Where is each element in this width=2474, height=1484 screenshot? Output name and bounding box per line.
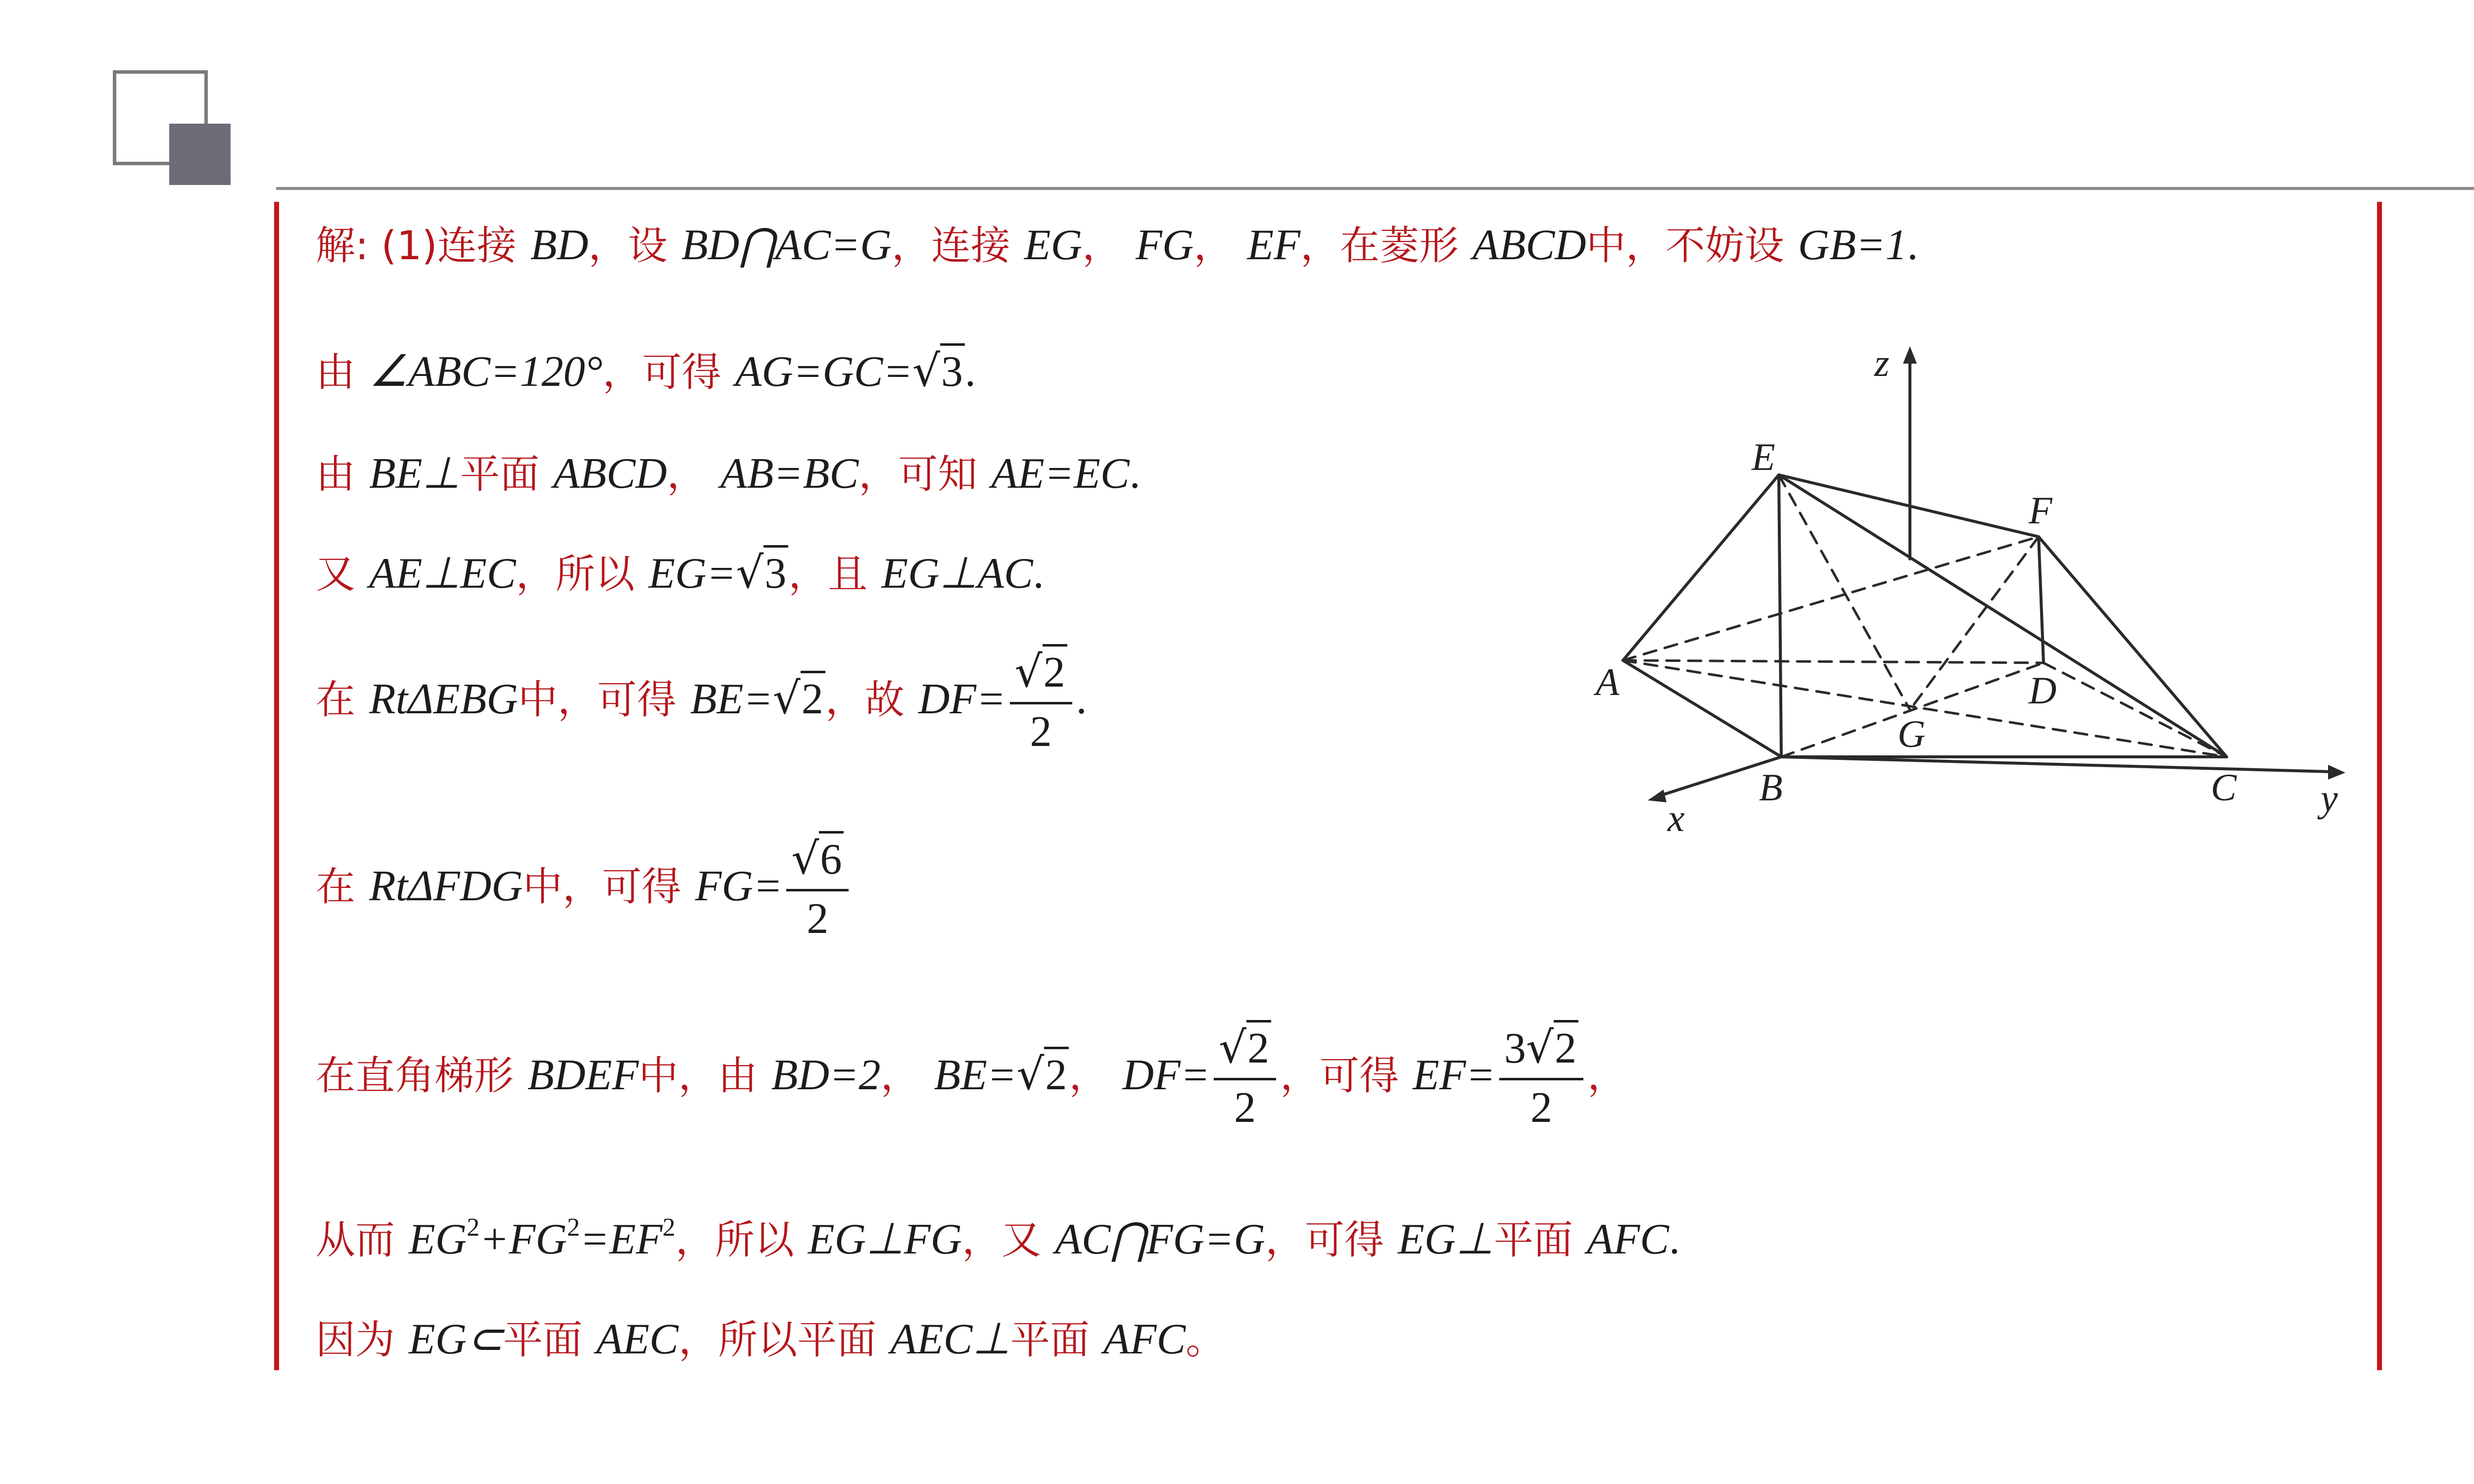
- math: DF=: [918, 675, 1006, 724]
- dashed-AD: [1623, 660, 2044, 663]
- x-axis-arrow: [1648, 789, 1666, 802]
- edge-AB: [1623, 660, 1781, 757]
- text: ，: [880, 1053, 920, 1099]
- math: BD=2: [771, 1051, 881, 1100]
- text: 平面: [1010, 1317, 1090, 1363]
- solution-line-4: [316, 547, 1044, 598]
- sqrt-arg: 2: [801, 671, 825, 723]
- text: 因为: [316, 1317, 395, 1363]
- label-D: D: [2029, 669, 2057, 712]
- math: DF=: [1122, 1051, 1210, 1100]
- text: ，连接: [891, 223, 1010, 269]
- text: ，所以平面: [678, 1317, 877, 1363]
- math: EG: [1024, 221, 1083, 269]
- text: .: [1129, 450, 1141, 498]
- edge-FD: [2039, 537, 2044, 663]
- label-E: E: [1752, 435, 1775, 478]
- text: 在直角梯形: [316, 1053, 514, 1099]
- text: ，可得: [1280, 1053, 1399, 1099]
- denominator: 2: [807, 894, 829, 943]
- text: 中，可得: [518, 677, 676, 723]
- math: EG: [408, 1215, 467, 1263]
- math: AEC⊥: [890, 1315, 1011, 1363]
- numerator: 2: [1246, 1020, 1271, 1072]
- math: AB=BC: [720, 450, 859, 498]
- text: .: [1907, 221, 1918, 269]
- text: ，可得: [602, 349, 721, 395]
- label-F: F: [2029, 489, 2052, 532]
- math: AE=EC: [991, 450, 1130, 498]
- text: 平面: [1493, 1217, 1573, 1263]
- math: AFC: [1103, 1315, 1186, 1363]
- text: ，所以: [516, 551, 635, 597]
- solution-line-1: [316, 223, 1918, 267]
- label-G: G: [1898, 712, 1926, 755]
- text: ，又: [962, 1217, 1042, 1263]
- text: ，: [666, 451, 707, 497]
- math: FG=: [695, 862, 783, 911]
- math: +FG: [479, 1215, 567, 1263]
- sqrt-arg: 3: [940, 343, 965, 396]
- text: 中，由: [638, 1053, 758, 1099]
- geometry-diagram: [1583, 336, 2375, 856]
- right-red-border: [2377, 202, 2382, 1370]
- text: 平面: [503, 1317, 583, 1363]
- text: .: [965, 348, 976, 396]
- text: 解: (1)连接: [316, 223, 517, 269]
- text: ，可知: [858, 451, 978, 497]
- sqrt: √3: [912, 349, 965, 394]
- fraction: $\frac{√6}{2}$: [786, 835, 849, 943]
- numerator: 2: [1554, 1020, 1578, 1072]
- sqrt: √3: [736, 551, 788, 596]
- text: .: [1033, 550, 1044, 598]
- numerator: 6: [819, 831, 844, 883]
- sqrt: √2: [773, 677, 825, 721]
- text: 由: [316, 349, 355, 395]
- math: ABCD: [1472, 221, 1586, 269]
- math: EG⊥: [1397, 1215, 1494, 1263]
- math: EF=: [1413, 1051, 1496, 1100]
- solution-line-5: [316, 648, 1087, 756]
- text: .: [1669, 1215, 1680, 1263]
- text: 又: [316, 551, 355, 597]
- label-y: y: [2321, 777, 2338, 820]
- solution-line-2: [316, 345, 976, 396]
- dashed-FG: [1910, 537, 2039, 710]
- solution-line-9: [316, 1317, 1225, 1361]
- solution-line-7: [316, 1024, 1627, 1132]
- coefficient: 3: [1504, 1024, 1526, 1072]
- solution-line-6: [316, 835, 853, 943]
- denominator: 2: [1530, 1083, 1553, 1132]
- math: EG⊂: [408, 1315, 504, 1363]
- math: BE=: [690, 675, 773, 724]
- text: ，: [1069, 1053, 1109, 1099]
- text: 。: [1186, 1317, 1226, 1363]
- math: AFC: [1586, 1215, 1669, 1263]
- math: EG⊥FG: [808, 1215, 962, 1263]
- header-rule: [276, 187, 2474, 190]
- math: AC⋂FG=G: [1055, 1215, 1265, 1263]
- text: ，且: [788, 551, 868, 597]
- sqrt-arg: 2: [1044, 1047, 1069, 1099]
- text: 从而: [316, 1217, 395, 1263]
- text: 在: [316, 677, 355, 723]
- text: ，故: [825, 677, 904, 723]
- math: EG⊥AC: [881, 550, 1033, 598]
- math: RtΔFDG: [369, 862, 523, 911]
- label-x: x: [1667, 796, 1685, 839]
- exponent: 2: [467, 1213, 480, 1242]
- math: ABCD: [553, 450, 667, 498]
- label-A: A: [1596, 660, 1619, 703]
- math: EF: [1247, 221, 1300, 269]
- text: 由: [316, 451, 355, 497]
- dashed-EG: [1779, 475, 1910, 710]
- math: EG=: [648, 550, 736, 598]
- math: BDEF: [527, 1051, 639, 1100]
- fraction: $\frac{3√2}{2}$: [1499, 1024, 1583, 1132]
- math: BE=: [934, 1051, 1017, 1100]
- label-z: z: [1874, 341, 1890, 384]
- text: ，: [1082, 223, 1122, 269]
- text: ，: [1193, 223, 1234, 269]
- text: 中，不妨设: [1586, 223, 1784, 269]
- math: GB=1: [1798, 221, 1907, 269]
- text: ，: [1587, 1053, 1627, 1099]
- exponent: 2: [567, 1213, 580, 1242]
- numerator: 2: [1043, 644, 1067, 696]
- y-axis: [1781, 757, 2331, 772]
- math: AE⊥EC: [369, 550, 516, 598]
- math: BD⋂AC=G: [681, 221, 892, 269]
- edge-EC: [1779, 475, 2227, 757]
- text: ，设: [588, 223, 667, 269]
- math: AEC: [596, 1315, 679, 1363]
- exponent: 2: [662, 1213, 675, 1242]
- edge-EA: [1623, 475, 1779, 660]
- label-B: B: [1759, 766, 1783, 809]
- fraction: $\frac{√2}{2}$: [1214, 1024, 1276, 1132]
- math: ∠ABC=120°: [369, 348, 603, 396]
- text: ，可得: [1265, 1217, 1384, 1263]
- math: AG=GC=: [735, 348, 912, 396]
- text: 在: [316, 864, 355, 910]
- dashed-DC: [2044, 663, 2227, 757]
- math: FG: [1136, 221, 1194, 269]
- sqrt-arg: 3: [763, 545, 788, 598]
- text: ，在菱形: [1300, 223, 1459, 269]
- left-red-border: [274, 202, 279, 1370]
- text: 平面: [460, 451, 540, 497]
- edge-EB: [1779, 475, 1781, 757]
- label-C: C: [2211, 766, 2237, 809]
- z-axis-arrow: [1903, 346, 1917, 364]
- fraction: $\frac{√2}{2}$: [1010, 648, 1072, 756]
- solution-line-8: [316, 1213, 1680, 1263]
- edge-FC: [2039, 537, 2227, 757]
- math: BD: [530, 221, 588, 269]
- math: =EF: [579, 1215, 663, 1263]
- math: BE⊥: [369, 450, 461, 498]
- math: RtΔEBG: [369, 675, 518, 724]
- solution-line-3: [316, 451, 1141, 496]
- text: .: [1076, 675, 1087, 724]
- denominator: 2: [1030, 707, 1052, 756]
- sqrt: √2: [1016, 1053, 1069, 1097]
- text: ，所以: [675, 1217, 794, 1263]
- corner-square-filled: [169, 124, 231, 185]
- text: 中，可得: [523, 864, 681, 910]
- denominator: 2: [1234, 1083, 1256, 1132]
